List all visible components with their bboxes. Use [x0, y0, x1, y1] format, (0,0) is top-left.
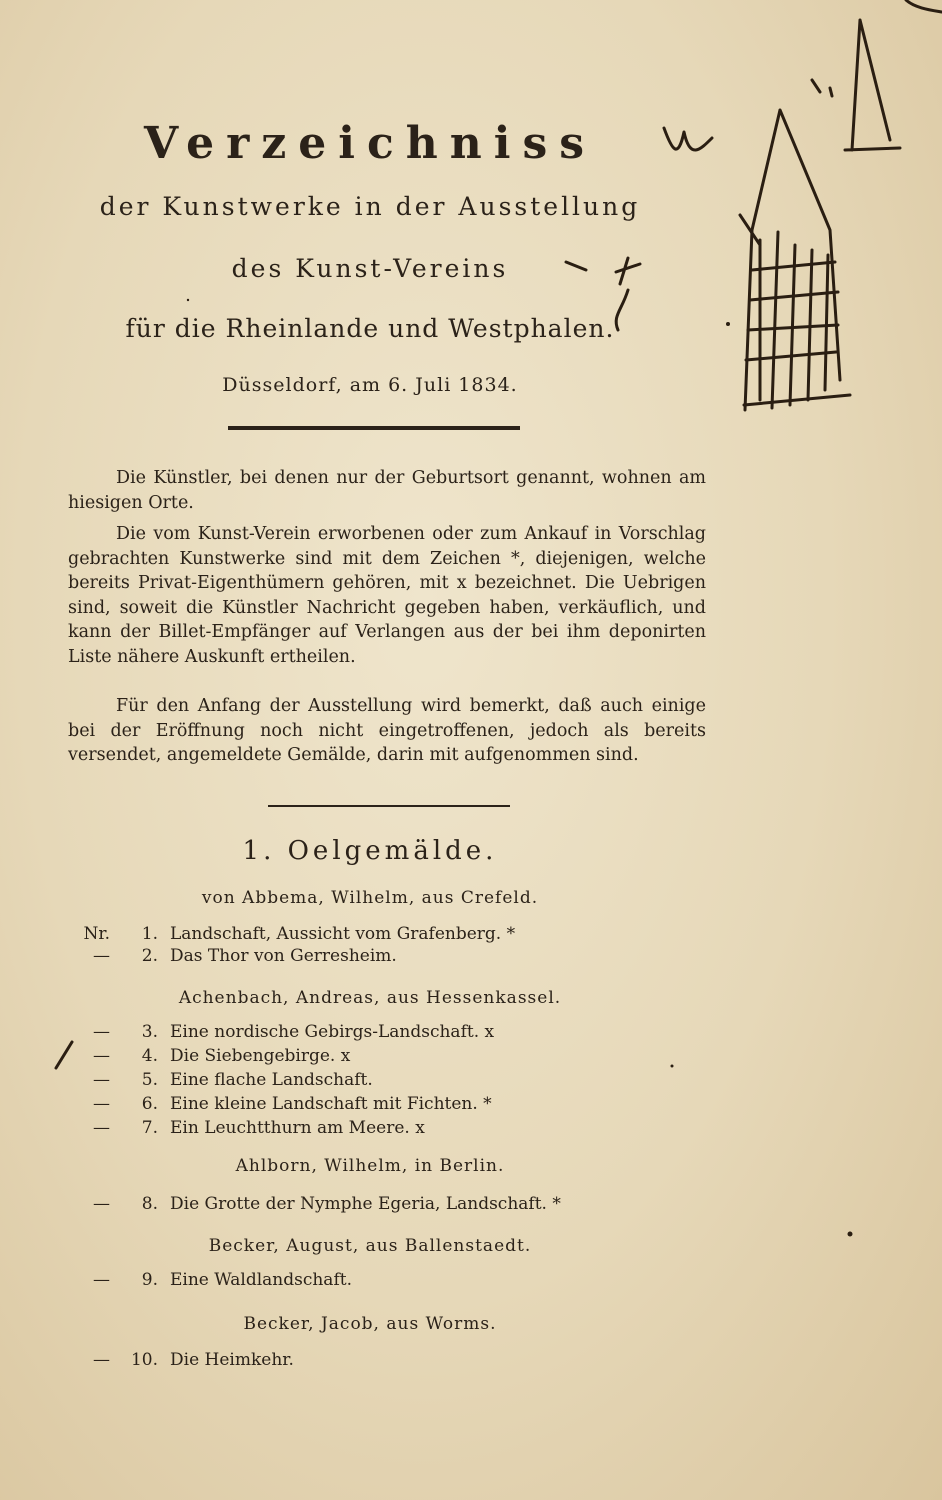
entry-title: Das Thor von Gerresheim.: [170, 946, 397, 966]
artist-heading: Ahlborn, Wilhelm, in Berlin.: [235, 1156, 505, 1176]
entry-prefix: —: [93, 946, 110, 966]
entry-prefix: —: [93, 1022, 110, 1042]
entry-title: Landschaft, Aussicht vom Grafenberg. *: [170, 924, 516, 944]
entry-title: Eine Waldlandschaft.: [170, 1270, 352, 1290]
entry-number: 1.: [141, 924, 158, 944]
artist-heading: Achenbach, Andreas, aus Hessenkassel.: [178, 988, 562, 1008]
entry-title: Eine nordische Gebirgs-Landschaft. x: [170, 1022, 495, 1042]
entry-number: 6.: [141, 1094, 158, 1114]
entry-title: Ein Leuchtthurn am Meere. x: [170, 1118, 425, 1138]
entry-number: 8.: [141, 1194, 158, 1214]
entry-title: Die Grotte der Nymphe Egeria, Landschaft. *: [170, 1194, 561, 1214]
entry-title: Eine kleine Landschaft mit Fichten. *: [170, 1094, 492, 1114]
entry-number: 2.: [141, 946, 158, 966]
intro-paragraph-2-text: Die vom Kunst-Verein erworbenen oder zum Ankauf in Vorschlag gebrachten Kunstwerke sind mit dem Zeichen *, diejenigen, welche bereits Privat-Eigenthümern gehören, mit x bezeichnet. Die Uebrigen sind, soweit die Künstler Nachricht gegeben haben, verkäuflich, und kann der Billet-Empfänger auf Verlangen aus der bei ihm deponirten Liste nähere Auskunft ertheilen.: [68, 524, 706, 667]
entry-prefix: —: [93, 1350, 110, 1370]
place-date: Düsseldorf, am 6. Juli 1834.: [222, 374, 518, 396]
artist-heading: von Abbema, Wilhelm, aus Crefeld.: [201, 888, 539, 908]
entry-title: Eine flache Landschaft.: [170, 1070, 373, 1090]
artist-heading: Becker, August, aus Ballenstaedt.: [208, 1236, 532, 1256]
entry-title: Die Heimkehr.: [170, 1350, 294, 1370]
entry-number: 4.: [141, 1046, 158, 1066]
entry-title: Die Siebengebirge. x: [170, 1046, 351, 1066]
page-title: Verzeichniss: [144, 118, 596, 169]
entry-number: 10.: [130, 1350, 158, 1370]
entry-number: 5.: [141, 1070, 158, 1090]
intro-paragraph-3-text: Für den Anfang der Ausstellung wird bemerkt, daß auch einige bei der Eröffnung noch nicht eingetroffenen, jedoch als bereits versendet, angemeldete Gemälde, darin mit aufgenommen sind.: [68, 696, 706, 766]
subtitle-line-3: für die Rheinlande und Westphalen.: [125, 314, 615, 343]
subtitle-line-1: der Kunstwerke in der Ausstellung: [99, 192, 641, 221]
entry-number: 3.: [141, 1022, 158, 1042]
entry-prefix: —: [93, 1094, 110, 1114]
entry-prefix: —: [93, 1270, 110, 1290]
section-title: 1. Oelgemälde.: [242, 836, 498, 866]
entry-prefix: —: [93, 1118, 110, 1138]
entry-number: 7.: [141, 1118, 158, 1138]
subtitle-line-2: des Kunst-Vereins: [231, 254, 509, 283]
intro-paragraph-1-text: Die Künstler, bei denen nur der Geburtsort genannt, wohnen am hiesigen Orte.: [68, 468, 706, 513]
entry-prefix: —: [93, 1194, 110, 1214]
entry-prefix: —: [93, 1070, 110, 1090]
entry-prefix: Nr.: [83, 924, 110, 944]
entry-number: 9.: [141, 1270, 158, 1290]
artist-heading: Becker, Jacob, aus Worms.: [243, 1314, 497, 1334]
entry-prefix: —: [93, 1046, 110, 1066]
